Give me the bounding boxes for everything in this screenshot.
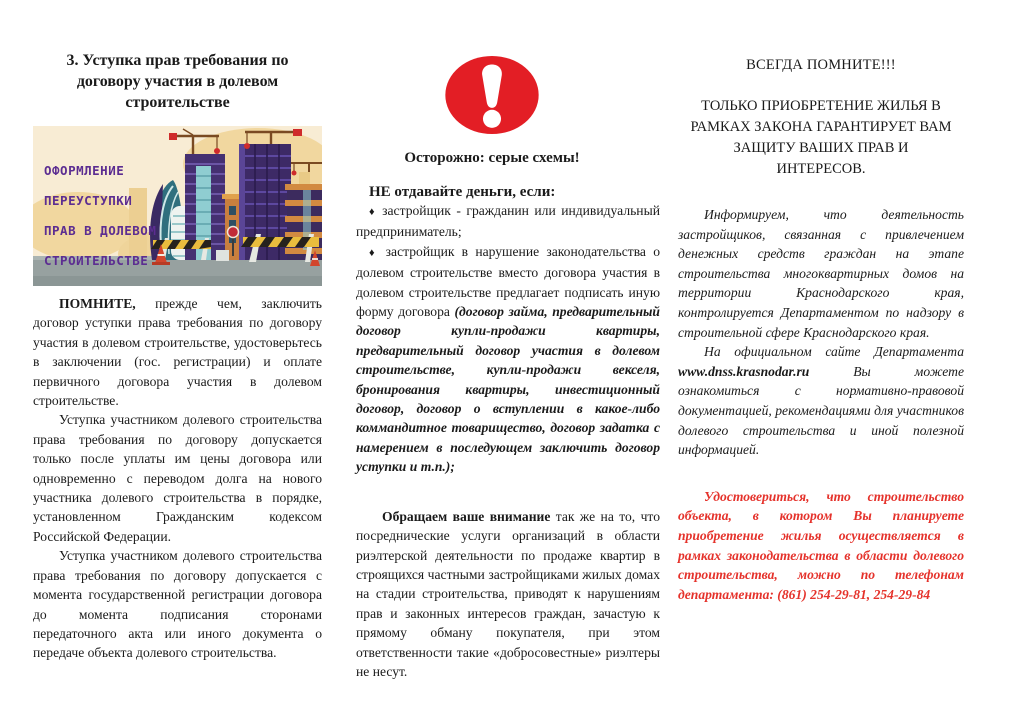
left-panel: [33, 0, 322, 663]
list-item-text: застройщик - гражданин или индивидуальный предприниматель;: [356, 203, 660, 240]
guarantee-statement: ТОЛЬКО ПРИОБРЕТЕНИЕ ЖИЛЬЯ В РАМКАХ ЗАКОНА ГАРАНТИРУЕТ ВАМ ЗАЩИТУ ВАШИХ ПРАВ И ИНТЕРЕСОВ.: [690, 98, 952, 177]
list-item-text: застройщик в нарушение законодательства о долевом строительстве вместо договора участия в долевом строительстве предлагает подписать иную форму договора: [356, 243, 660, 320]
left-body-text: [33, 294, 322, 663]
paragraph-remember: [33, 294, 322, 410]
list-item: [356, 201, 660, 242]
warning-title: Осторожно: серые схемы!: [404, 150, 580, 166]
info-paragraph: Информируем, что деятельность застройщиков, связанная с привлечением денежных средств граждан на этапе строительства многоквартирных домов на территории Краснодарского края, контролируется Департаментом по надзору в строительной сфере Краснодарского края.: [678, 207, 964, 340]
caption-line: ПРАВ В ДОЛЕВОМ: [44, 223, 157, 238]
list-item-italic-text: (договор займа, предварительный договор купли-продажи квартиры, предварительный договор участия в долевом строительстве, купли-продажи векселя, бронирования квартиры, инвестиционный договор, договор о вступлении в какое-либо коммандитное товарищество, договор задатка с намерением в последующем заключить договор уступки и т.п.);: [356, 304, 660, 475]
department-site-url: www.dnss.krasnodar.ru: [678, 363, 810, 379]
diamond-bullet-icon: ♦: [369, 246, 379, 259]
paragraph-lead: ПОМНИТЕ,: [59, 296, 136, 311]
caption-line: ПЕРЕУСТУПКИ: [44, 193, 133, 208]
paragraph-cession-2: Уступка участником долевого строительства права требования по договору допускается с момента государственной регистрации договора до момента подписания сторонами передаточного акта или иного документа о передаче объекта долевого строительства.: [33, 548, 322, 661]
attention-note: [356, 507, 660, 682]
paragraph-cession-1: Уступка участником долевого строительства права требования по договору допускается только после уплаты им цены договора или одновременно с переводом долга на нового участника долевого строительства в порядке, установленном Гражданским кодексом Российской Федерации.: [33, 412, 322, 544]
info-text: На официальном сайте Департамента: [704, 344, 964, 360]
exclamation-icon: [444, 55, 540, 135]
page-title: 3. Уступка прав требования по договору участия в долевом строительстве: [66, 52, 289, 111]
attention-lead: Обращаем ваше внимание: [382, 508, 551, 524]
construction-illustration: [33, 126, 322, 286]
info-paragraph-site: [678, 342, 964, 460]
right-panel: [678, 0, 964, 604]
right-body-text: [678, 205, 964, 604]
caption-line: СТРОИТЕЛЬСТВЕ: [44, 253, 149, 268]
middle-panel: [356, 0, 660, 695]
diamond-bullet-icon: ♦: [369, 206, 377, 218]
list-title: НЕ отдавайте деньги, если:: [369, 184, 556, 200]
info-text: Вы можете ознакомиться с нормативно-правовой документацией, рекомендациями для участников долевого строительства и иной полезной информацией.: [678, 363, 964, 458]
paragraph-text: прежде чем, заключить договор уступки права требования по договору участия в долевом строительстве, удостоверьтесь в заключении (гос. регистрации) и оплате первичного договора участия в долевом строительстве.: [33, 296, 322, 409]
phone-verification-note: Удостовериться, что строительство объекта, в котором Вы планируете приобретение жилья осуществляется в рамках законодательства в области долевого строительства, можно по телефонам департамента: (861) 254-29-81, 254-29-84: [678, 488, 964, 602]
illustration-caption: [44, 156, 156, 276]
always-remember-heading: ВСЕГДА ПОМНИТЕ!!!: [746, 57, 896, 73]
attention-text: так же на то, что посреднические услуги организаций в области риэлтерской деятельности по продаже квартир в строящихся частными застройщиками жилых домах на стадии строительства, приводят к нарушениям прав и законных интересов граждан, зачастую к прямому обману покупателя, при этом ответственности такие «добросовестные» риэлтеры не несут.: [356, 508, 660, 679]
alert-icon-container: [340, 55, 644, 135]
caption-line: ОФОРМЛЕНИЕ: [44, 163, 125, 178]
list-item: [356, 242, 660, 477]
